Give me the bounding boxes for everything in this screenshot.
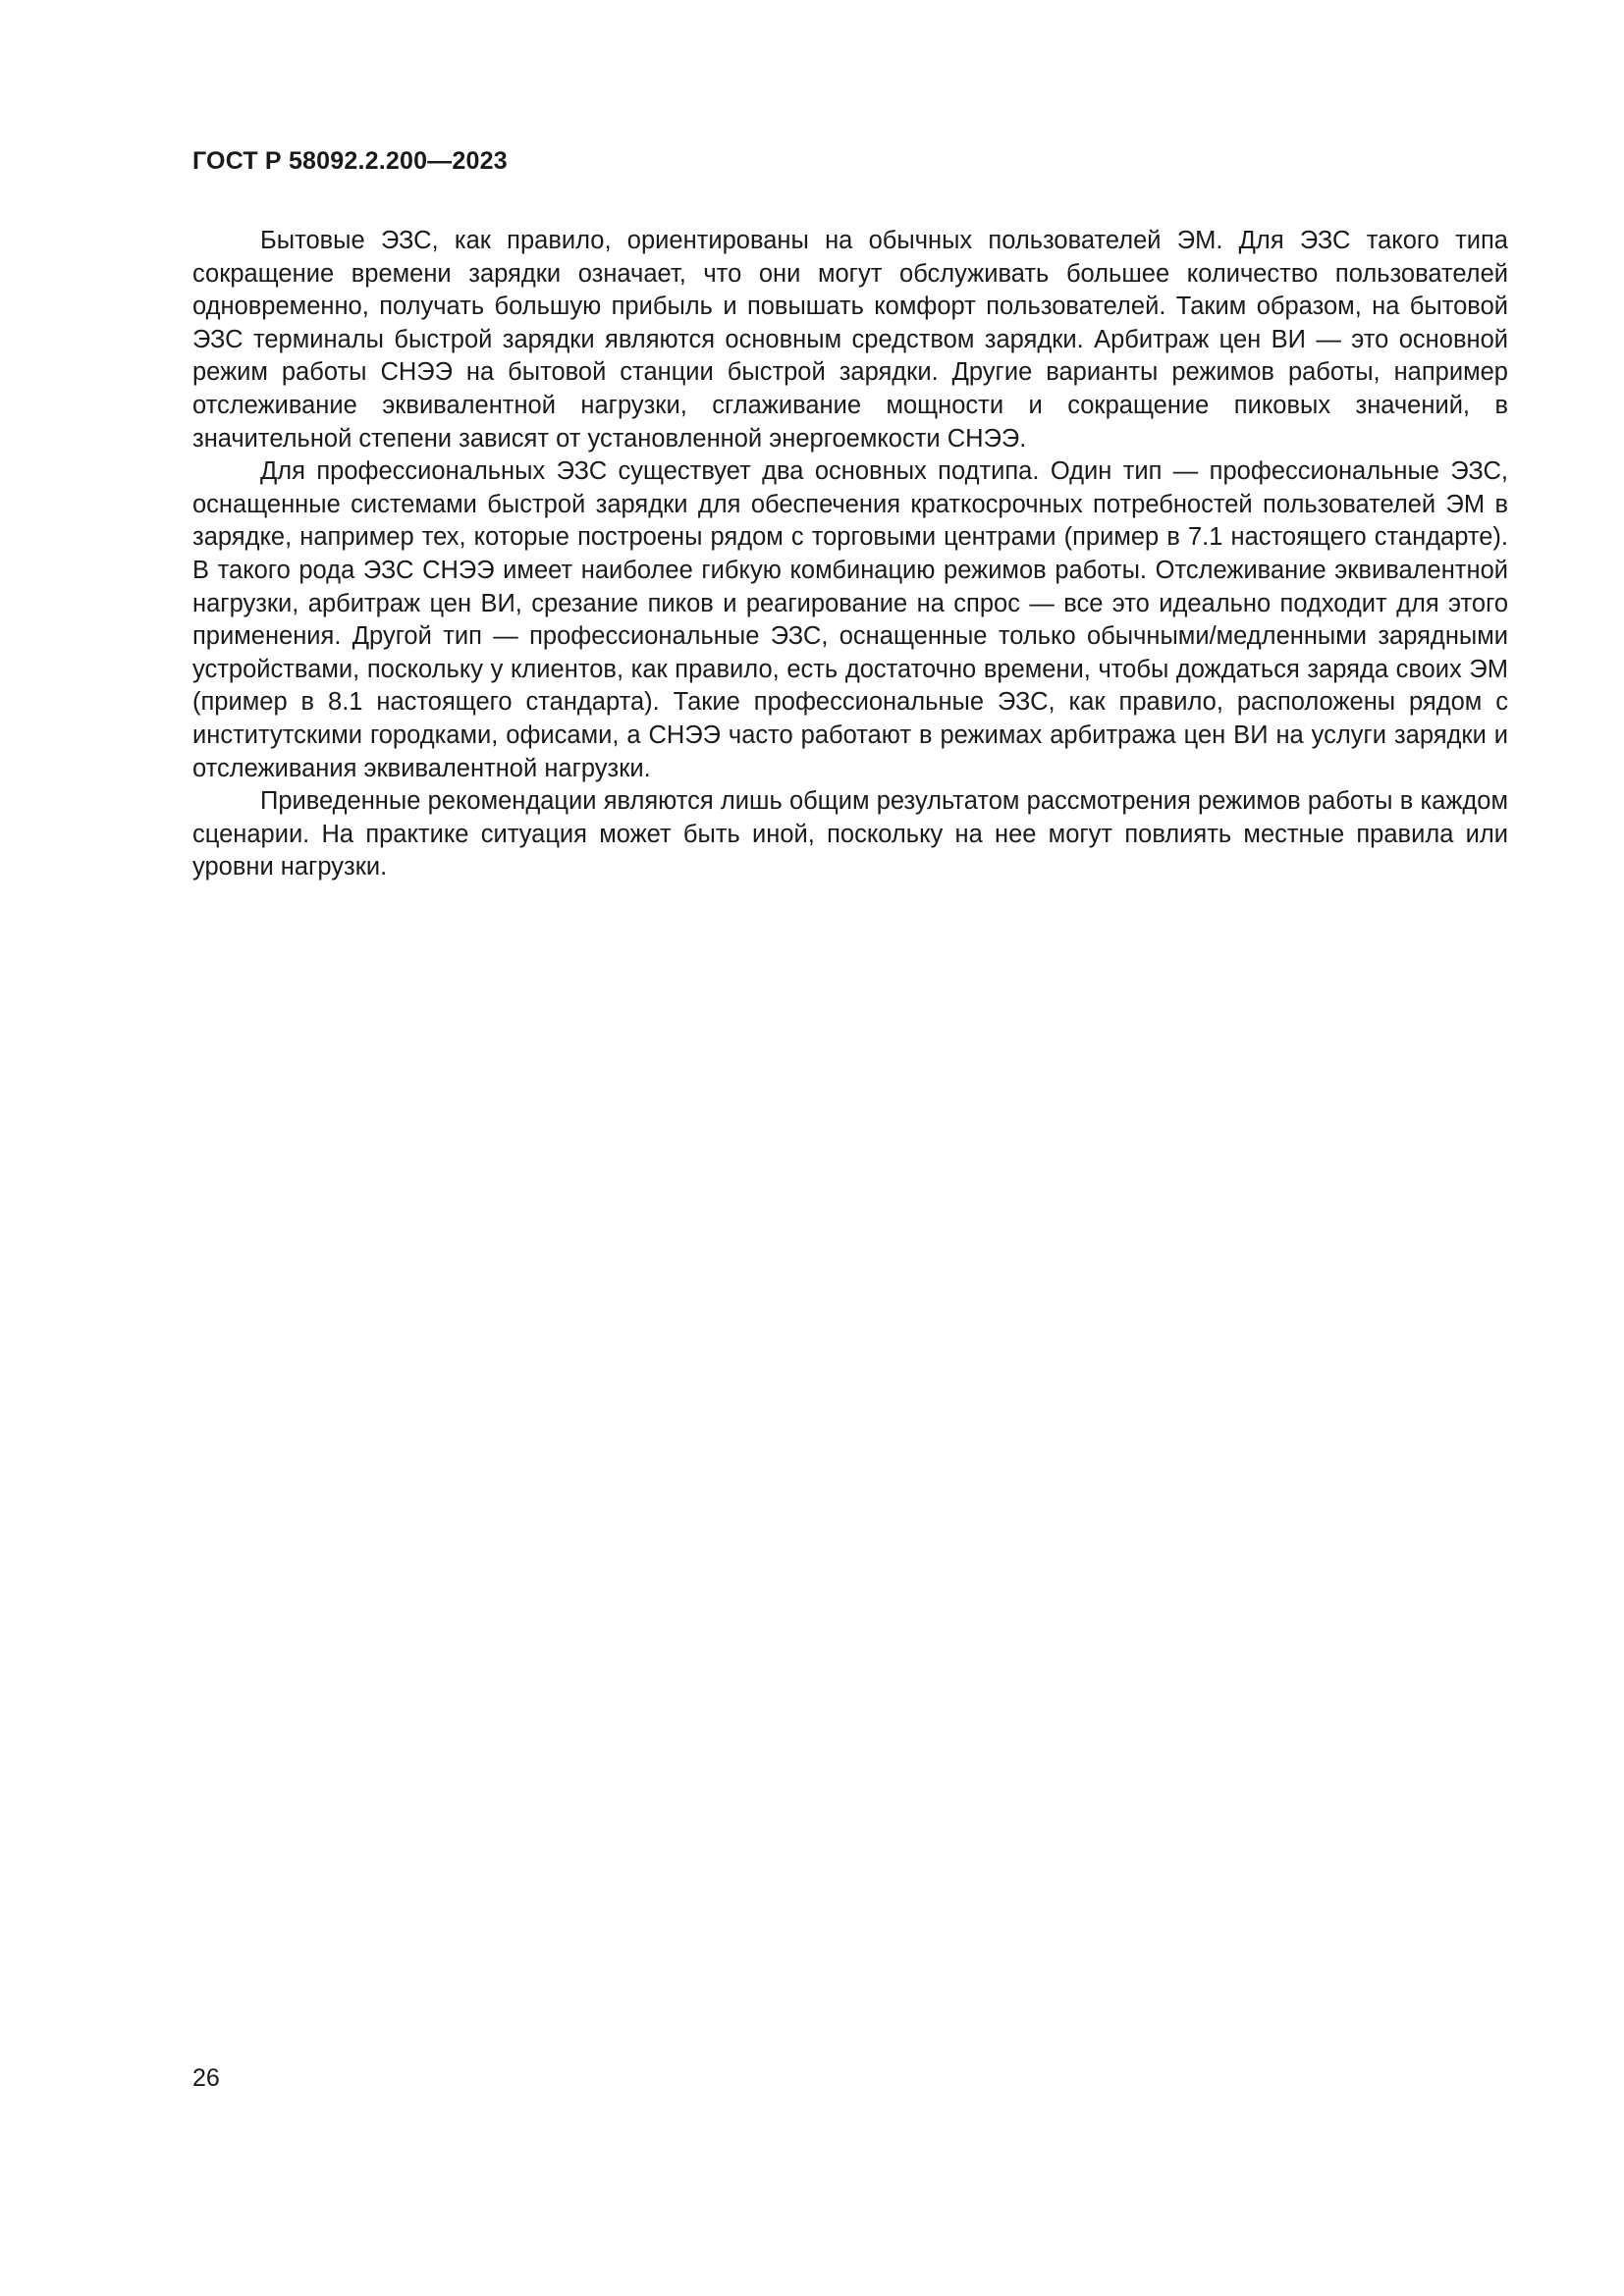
paragraph-professional-stations: Для профессиональных ЭЗС существует два основных подтипа. Один тип — профессиональные ЭЗС, оснащенные системами быстрой зарядки для обеспечения краткосрочных потребностей пользователей ЭМ в зарядке, например тех, которые построены рядом с торговыми центрами (пример в 7.1 настоящего стандарте). В такого рода ЭЗС СНЭЭ имеет наиболее гибкую комбинацию режимов работы. Отслеживание эквивалентной нагрузки, арбитраж цен ВИ, срезание пиков и реагирование на спрос — все это идеально подходит для этого применения. Другой тип — профессиональные ЭЗС, оснащенные только обычными/медленными зарядными устройствами, поскольку у клиентов, как правило, есть достаточно времени, чтобы дождаться заряда своих ЭМ (пример в 8.1 настоящего стандарта). Такие профессиональные ЭЗС, как правило, расположены рядом с институтскими городками, офисами, а СНЭЭ часто работают в режимах арбитража цен ВИ на услуги зарядки и отслеживания эквивалентной нагрузки. xyxy=(192,457,1508,782)
document-header-id: ГОСТ Р 58092.2.200—2023 xyxy=(192,147,508,175)
paragraph-recommendations: Приведенные рекомендации являются лишь общим результатом рассмотрения режимов работы в каждом сценарии. На практике ситуация может быть иной, поскольку на нее могут повлиять местные правила или уровни нагрузки. xyxy=(192,787,1508,881)
document-body xyxy=(192,225,1508,884)
paragraph-household-stations: Бытовые ЭЗС, как правило, ориентированы на обычных пользователей ЭМ. Для ЭЗС такого типа сокращение времени зарядки означает, что они могут обслуживать большее количество пользователей одновременно, получать большую прибыль и повышать комфорт пользователей. Таким образом, на бытовой ЭЗС терминалы быстрой зарядки являются основным средством зарядки. Арбитраж цен ВИ — это основной режим работы СНЭЭ на бытовой станции быстрой зарядки. Другие варианты режимов работы, например отслеживание эквивалентной нагрузки, сглаживание мощности и сокращение пиковых значений, в значительной степени зависят от установленной энергоемкости СНЭЭ. xyxy=(192,227,1508,453)
page-number: 26 xyxy=(192,2064,220,2092)
